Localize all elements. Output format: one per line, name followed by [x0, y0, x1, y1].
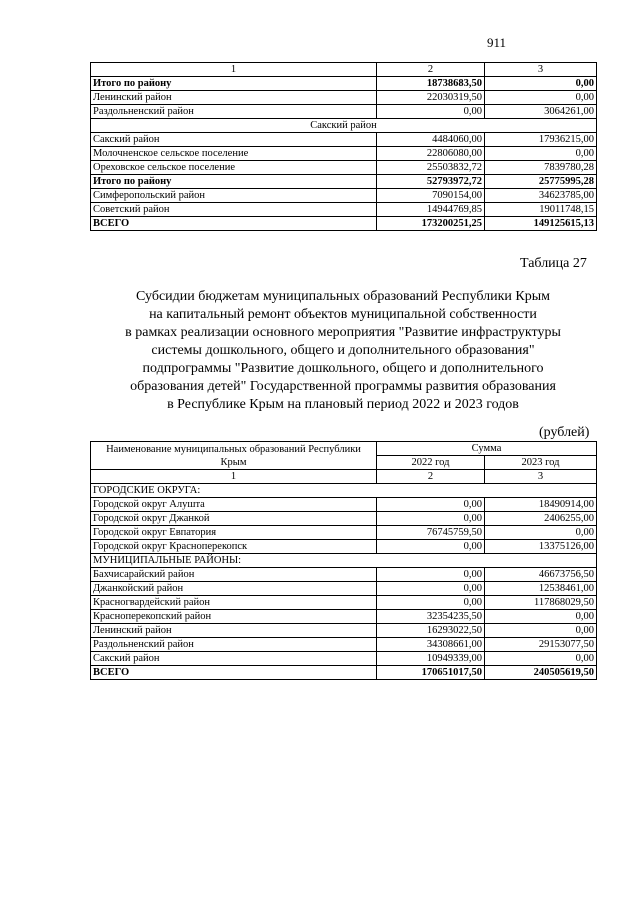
amount-cell: 4484060,00 — [377, 133, 485, 147]
amount-cell: 149125615,13 — [485, 217, 597, 231]
table-row — [91, 596, 597, 610]
amount-cell: 22030319,50 — [377, 91, 485, 105]
amount-cell: 173200251,25 — [377, 217, 485, 231]
municipality-name: Джанкойский район — [91, 582, 377, 596]
municipality-name: Ленинский район — [91, 624, 377, 638]
amount-cell: 34308661,00 — [377, 638, 485, 652]
section-row — [91, 484, 597, 498]
municipality-name: Ореховское сельское поселение — [91, 161, 377, 175]
table-row — [91, 638, 597, 652]
table-row — [91, 133, 597, 147]
municipality-name: Раздольненский район — [91, 105, 377, 119]
bottom-table-body — [91, 484, 597, 680]
column-number-2: 2 — [377, 470, 485, 484]
amount-cell: 25775995,28 — [485, 175, 597, 189]
sum-column-header: Сумма — [377, 442, 597, 456]
amount-cell: 0,00 — [485, 526, 597, 540]
top-subsidy-table — [90, 62, 597, 231]
municipality-name: Раздольненский район — [91, 638, 377, 652]
title-line: Субсидии бюджетам муниципальных образований Республики Крым — [136, 289, 550, 304]
table-row — [91, 540, 597, 554]
table-row — [91, 203, 597, 217]
table-row — [91, 568, 597, 582]
top-table-body — [91, 77, 597, 231]
amount-cell: 34623785,00 — [485, 189, 597, 203]
section-row — [91, 554, 597, 568]
header-row — [91, 442, 597, 456]
title-line: системы дошкольного, общего и дополнительного образования" — [151, 343, 535, 358]
column-number-3: 3 — [485, 470, 597, 484]
title-line: подпрограммы "Развитие дошкольного, общего и дополнительного — [142, 361, 544, 376]
table-row — [91, 161, 597, 175]
municipality-name: Городской округ Джанкой — [91, 512, 377, 526]
amount-cell: 52793972,72 — [377, 175, 485, 189]
amount-cell: 0,00 — [377, 105, 485, 119]
amount-cell: 76745759,50 — [377, 526, 485, 540]
amount-cell: 18738683,50 — [377, 77, 485, 91]
amount-cell: 2406255,00 — [485, 512, 597, 526]
table-row — [91, 582, 597, 596]
units-label: (рублей) — [539, 425, 590, 440]
table-row — [91, 652, 597, 666]
table-row — [91, 624, 597, 638]
section-label: МУНИЦИПАЛЬНЫЕ РАЙОНЫ: — [91, 554, 597, 568]
amount-cell: 13375126,00 — [485, 540, 597, 554]
amount-cell: 240505619,50 — [485, 666, 597, 680]
amount-cell: 18490914,00 — [485, 498, 597, 512]
amount-cell: 0,00 — [485, 652, 597, 666]
amount-cell: 0,00 — [485, 147, 597, 161]
municipality-name: Ленинский район — [91, 91, 377, 105]
column-number-row — [91, 470, 597, 484]
total-row — [91, 666, 597, 680]
title-line: на капитальный ремонт объектов муниципальной собственности — [149, 307, 537, 322]
municipality-name: Советский район — [91, 203, 377, 217]
table-title — [90, 288, 596, 414]
municipality-name: Бахчисарайский район — [91, 568, 377, 582]
amount-cell: 0,00 — [377, 568, 485, 582]
table-row — [91, 91, 597, 105]
amount-cell: 10949339,00 — [377, 652, 485, 666]
municipality-name: Сакский район — [91, 652, 377, 666]
amount-cell: 12538461,00 — [485, 582, 597, 596]
table-row — [91, 175, 597, 189]
municipality-name: Красногвардейский район — [91, 596, 377, 610]
municipality-name: Молочненское сельское поселение — [91, 147, 377, 161]
year-2023-header: 2023 год — [485, 456, 597, 470]
amount-cell: 17936215,00 — [485, 133, 597, 147]
municipality-name: Городской округ Красноперекопск — [91, 540, 377, 554]
amount-cell: 16293022,50 — [377, 624, 485, 638]
amount-cell: 7839780,28 — [485, 161, 597, 175]
amount-cell: 0,00 — [377, 540, 485, 554]
amount-cell: 170651017,50 — [377, 666, 485, 680]
municipality-column-header: Наименование муниципальных образований Республики Крым — [91, 442, 377, 470]
municipality-name: Итого по району — [91, 175, 377, 189]
table-row — [91, 526, 597, 540]
municipality-name: Итого по району — [91, 77, 377, 91]
amount-cell: 0,00 — [485, 624, 597, 638]
amount-cell: 0,00 — [485, 91, 597, 105]
amount-cell: 32354235,50 — [377, 610, 485, 624]
table-row — [91, 105, 597, 119]
amount-cell: 3064261,00 — [485, 105, 597, 119]
title-line: в рамках реализации основного мероприятия "Развитие инфраструктуры — [125, 325, 561, 340]
amount-cell: 0,00 — [377, 498, 485, 512]
column-number-1: 1 — [91, 470, 377, 484]
table-caption: Таблица 27 — [520, 256, 587, 271]
amount-cell: 117868029,50 — [485, 596, 597, 610]
amount-cell: 7090154,00 — [377, 189, 485, 203]
table-row — [91, 77, 597, 91]
municipality-name: Городской округ Евпатория — [91, 526, 377, 540]
amount-cell: 25503832,72 — [377, 161, 485, 175]
amount-cell: 14944769,85 — [377, 203, 485, 217]
amount-cell: 22806080,00 — [377, 147, 485, 161]
municipality-name: Симферопольский район — [91, 189, 377, 203]
municipality-name: Красноперекопский район — [91, 610, 377, 624]
column-number-row — [91, 63, 597, 77]
municipality-name: Городской округ Алушта — [91, 498, 377, 512]
amount-cell: 0,00 — [377, 512, 485, 526]
amount-cell: 0,00 — [377, 582, 485, 596]
amount-cell: 0,00 — [485, 77, 597, 91]
section-row — [91, 119, 597, 133]
table-row — [91, 512, 597, 526]
section-label: ГОРОДСКИЕ ОКРУГА: — [91, 484, 597, 498]
amount-cell: 0,00 — [377, 596, 485, 610]
title-line: в Республике Крым на плановый период 2022 и 2023 годов — [167, 397, 519, 412]
amount-cell: 19011748,15 — [485, 203, 597, 217]
title-line: образования детей" Государственной программы развития образования — [130, 379, 556, 394]
municipality-name: ВСЕГО — [91, 666, 377, 680]
column-number-1: 1 — [91, 63, 377, 77]
page-number: 911 — [487, 35, 507, 50]
table-row — [91, 498, 597, 512]
amount-cell: 29153077,50 — [485, 638, 597, 652]
year-2022-header: 2022 год — [377, 456, 485, 470]
table-row — [91, 147, 597, 161]
table-row — [91, 189, 597, 203]
municipality-name: ВСЕГО — [91, 217, 377, 231]
column-number-2: 2 — [377, 63, 485, 77]
municipality-name: Сакский район — [91, 133, 377, 147]
amount-cell: 0,00 — [485, 610, 597, 624]
total-row — [91, 217, 597, 231]
amount-cell: 46673756,50 — [485, 568, 597, 582]
table-row — [91, 610, 597, 624]
column-number-3: 3 — [485, 63, 597, 77]
subsidy-table — [90, 441, 597, 680]
section-label: Сакский район — [91, 119, 597, 133]
